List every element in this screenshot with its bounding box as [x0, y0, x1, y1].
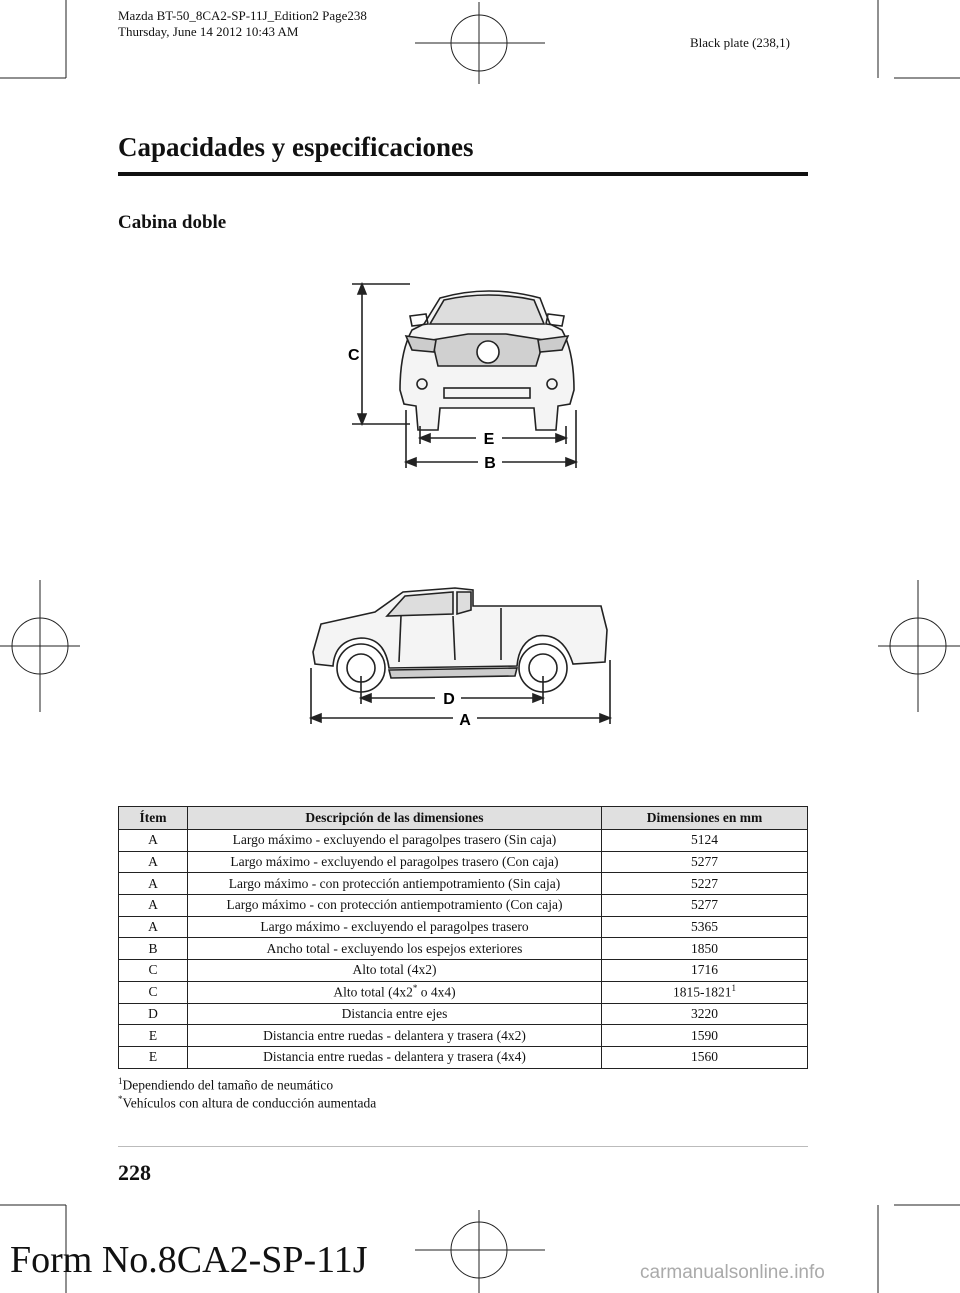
- cell-item: E: [119, 1025, 188, 1047]
- page-number: 228: [118, 1160, 151, 1185]
- table-row: [119, 873, 808, 895]
- cell-value: 1716: [602, 960, 808, 982]
- table-row: [119, 830, 808, 852]
- cell-value: 1590: [602, 1025, 808, 1047]
- col-header-value: Dimensiones en mm: [602, 807, 808, 830]
- cell-item: B: [119, 938, 188, 960]
- cell-item: C: [119, 960, 188, 982]
- cell-value: [602, 981, 808, 1003]
- front-view-diagram: [340, 280, 600, 470]
- cell-value-pre: 1815-1821: [673, 984, 732, 1000]
- cell-value: 1560: [602, 1046, 808, 1068]
- section-title: Cabina doble: [118, 212, 227, 233]
- cell-item: A: [119, 873, 188, 895]
- footnote-2: [118, 1092, 376, 1111]
- print-header: [118, 8, 367, 40]
- cell-value: 5365: [602, 916, 808, 938]
- cell-desc: Largo máximo - excluyendo el paragolpes trasero: [188, 916, 602, 938]
- cell-desc: Largo máximo - con protección antiempotramiento (Con caja): [188, 895, 602, 917]
- footnote-2-text: Vehículos con altura de conducción aumentada: [122, 1095, 377, 1111]
- cell-desc: Largo máximo - excluyendo el paragolpes trasero (Con caja): [188, 851, 602, 873]
- table-row: [119, 895, 808, 917]
- table-row: [119, 960, 808, 982]
- cell-desc: Largo máximo - con protección antiempotramiento (Sin caja): [188, 873, 602, 895]
- print-header-line2: Thursday, June 14 2012 10:43 AM: [118, 24, 299, 39]
- cell-item: A: [119, 895, 188, 917]
- asterisk-mark: *: [412, 983, 418, 994]
- cell-item: E: [119, 1046, 188, 1068]
- table-row: [119, 916, 808, 938]
- print-header-line1: Mazda BT-50_8CA2-SP-11J_Edition2 Page238: [118, 8, 367, 23]
- dimensions-table: [118, 806, 808, 1069]
- cell-desc: Distancia entre ejes: [188, 1003, 602, 1025]
- cell-desc: Largo máximo - excluyendo el paragolpes trasero (Sin caja): [188, 830, 602, 852]
- cell-desc: Distancia entre ruedas - delantera y trasera (4x4): [188, 1046, 602, 1068]
- title-rule: [118, 172, 808, 176]
- watermark: carmanualsonline.info: [640, 1262, 825, 1283]
- table-row: [119, 1025, 808, 1047]
- dim-label-c: C: [348, 347, 360, 364]
- plate-label: Black plate (238,1): [690, 35, 790, 50]
- cell-desc: Ancho total - excluyendo los espejos exteriores: [188, 938, 602, 960]
- cell-desc: [188, 981, 602, 1003]
- cell-value: 3220: [602, 1003, 808, 1025]
- table-row: [119, 851, 808, 873]
- cell-value: 5227: [602, 873, 808, 895]
- cell-item: A: [119, 830, 188, 852]
- cell-value: 5124: [602, 830, 808, 852]
- dim-label-e: E: [483, 431, 495, 448]
- cell-desc: Distancia entre ruedas - delantera y trasera (4x2): [188, 1025, 602, 1047]
- table-row: [119, 1046, 808, 1068]
- dim-label-d: D: [443, 691, 455, 708]
- cell-item: A: [119, 916, 188, 938]
- cell-item: A: [119, 851, 188, 873]
- cell-value: 1850: [602, 938, 808, 960]
- col-header-item: Ítem: [119, 807, 188, 830]
- dim-label-b: B: [484, 455, 496, 470]
- cell-desc-post: o 4x4): [417, 984, 456, 1000]
- col-header-description: Descripción de las dimensiones: [188, 807, 602, 830]
- page-title: Capacidades y especificaciones: [118, 132, 474, 162]
- footnote-1: [118, 1074, 333, 1093]
- footnote-1-mark: 1: [118, 1076, 123, 1086]
- cell-desc: Alto total (4x2): [188, 960, 602, 982]
- cell-item: D: [119, 1003, 188, 1025]
- table-row: [119, 1003, 808, 1025]
- table-row: [119, 981, 808, 1003]
- footer-rule: [118, 1146, 808, 1147]
- cell-desc-pre: Alto total (4x2: [333, 984, 413, 1000]
- side-view-diagram: [305, 580, 620, 730]
- cell-value: 5277: [602, 851, 808, 873]
- cell-item: C: [119, 981, 188, 1003]
- footnote-1-text: Dependiendo del tamaño de neumático: [122, 1077, 334, 1093]
- form-number: Form No.8CA2-SP-11J: [10, 1239, 368, 1281]
- footnote-2-mark: *: [118, 1094, 123, 1104]
- dim-label-a: A: [459, 712, 471, 729]
- cell-value: 5277: [602, 895, 808, 917]
- table-row: [119, 938, 808, 960]
- footnote-mark: 1: [731, 983, 736, 994]
- table-header-row: [119, 807, 808, 830]
